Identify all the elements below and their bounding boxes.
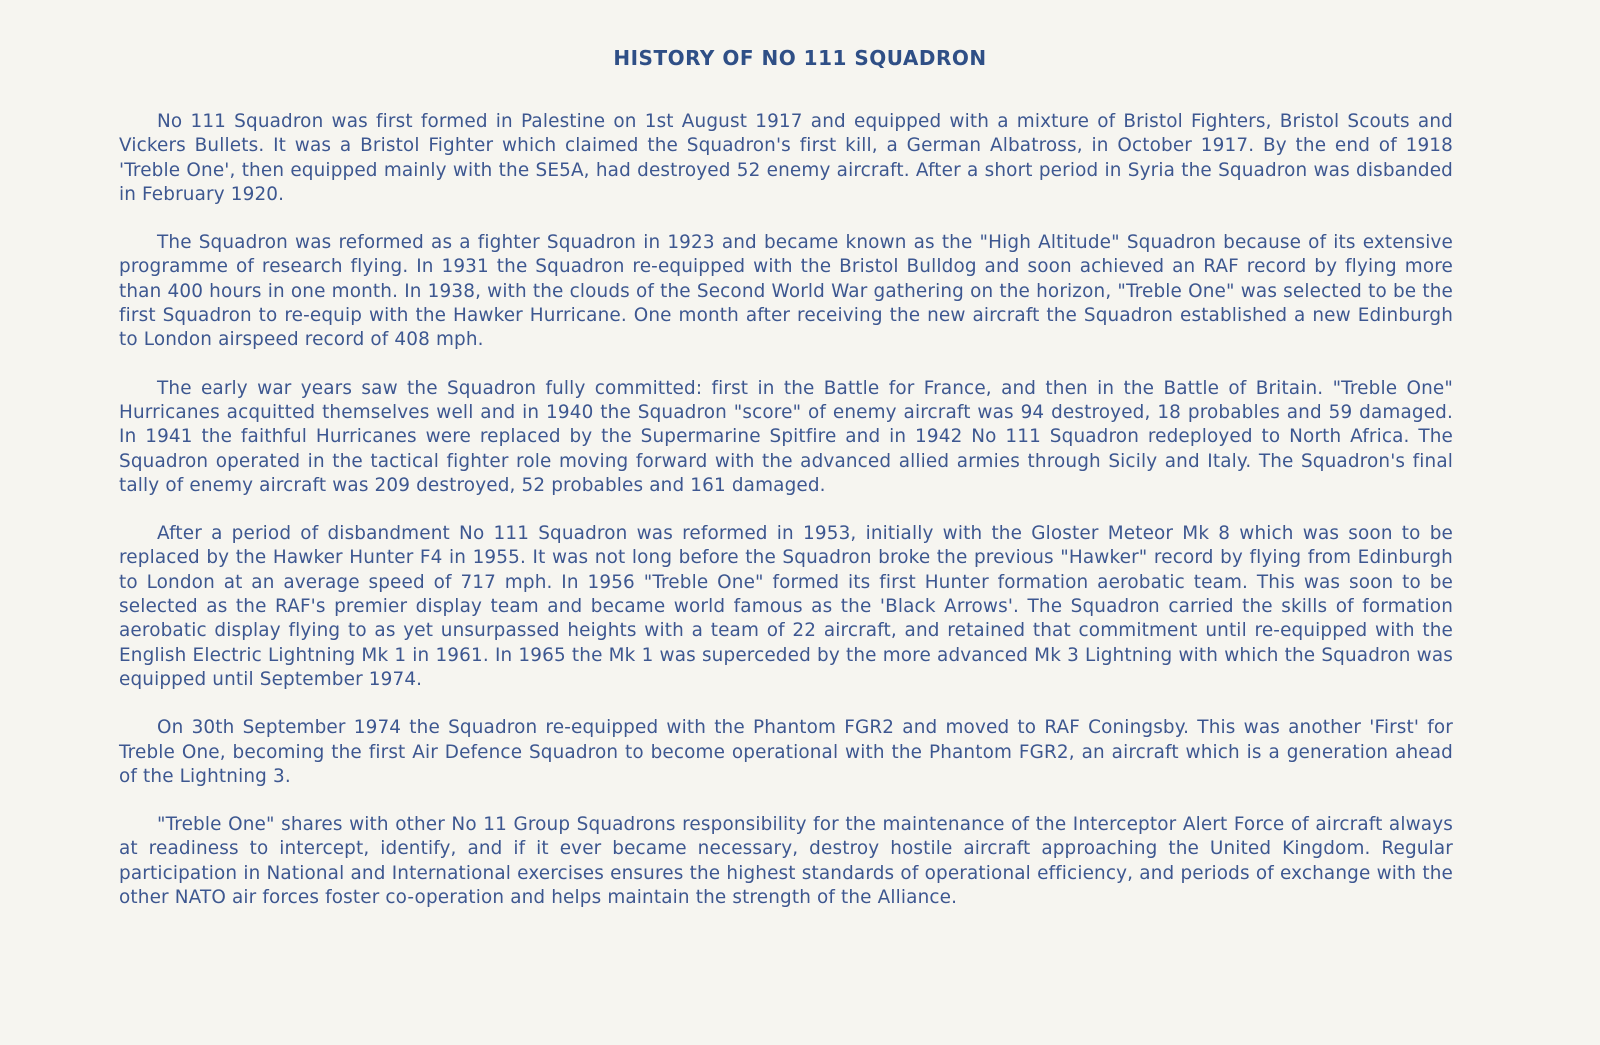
paragraph-black-arrows: After a period of disbandment No 111 Squadron was reformed in 1953, initially with the Gloster Meteor Mk 8 which was soon to be replaced by the Hawker Hunter F4 in 1955. It was not long before the Squadron broke the previous "Hawker" record by flying from Edinburgh to London at an average speed of 717 mph. In 1956 "Treble One" formed its first Hunter formation aerobatic team. This was soon to be selected as the RAF's premier display team and became world famous as the 'Black Arrows'. The Squadron carried the skills of formation aerobatic display flying to as yet unsurpassed heights with a team of 22 aircraft, and retained that commitment until re-equipped with the English Electric Lightning Mk 1 in 1961. In 1965 the Mk 1 was superceded by the more advanced Mk 3 Lightning with which the Squadron was equipped until September 1974. [119,523,1453,690]
paragraph-interceptor-alert: "Treble One" shares with other No 11 Group Squadrons responsibility for the maintenance of the Interceptor Alert Force of aircraft always at readiness to intercept, identify, and if it ever became necessary, destroy hostile aircraft approaching the United Kingdom. Regular participation in National and International exercises ensures the highest standards of operational efficiency, and periods of exchange with the other NATO air forces foster co-operation and helps maintain the strength of the Alliance. [119,814,1453,909]
paragraph-formation-1917: No 111 Squadron was first formed in Palestine on 1st August 1917 and equipped with a mixture of Bristol Fighters, Bristol Scouts and Vickers Bullets. It was a Bristol Fighter which claimed the Squadron's first kill, a German Albatross, in October 1917. By the end of 1918 'Treble One', then equipped mainly with the SE5A, had destroyed 52 enemy aircraft. After a short period in Syria the Squadron was disbanded in February 1920. [119,111,1453,205]
paragraph-war-years: The early war years saw the Squadron fully committed: first in the Battle for France, and then in the Battle of Britain. "Treble One" Hurricanes acquitted themselves well and in 1940 the Squadron "score" of enemy aircraft was 94 destroyed, 18 probables and 59 damaged. In 1941 the faithful Hurricanes were replaced by the Supermarine Spitfire and in 1942 No 111 Squadron redeployed to North Africa. The Squadron operated in the tactical fighter role moving forward with the advanced allied armies through Sicily and Italy. The Squadron's final tally of enemy aircraft was 209 destroyed, 52 probables and 161 damaged. [119,377,1453,496]
document-body [119,110,1453,934]
paragraph-phantom-1974: On 30th September 1974 the Squadron re-equipped with the Phantom FGR2 and moved to RAF Coningsby. This was another 'First' for Treble One, becoming the first Air Defence Squadron to become operational with the Phantom FGR2, an aircraft which is a generation ahead of the Lightning 3. [119,717,1453,787]
paragraph-reformation-1923: The Squadron was reformed as a fighter Squadron in 1923 and became known as the "High Altitude" Squadron because of its extensive programme of research flying. In 1931 the Squadron re-equipped with the Bristol Bulldog and soon achieved an RAF record by flying more than 400 hours in one month. In 1938, with the clouds of the Second World War gathering on the horizon, "Treble One" was selected to be the first Squadron to re-equip with the Hawker Hurricane. One month after receiving the new aircraft the Squadron established a new Edinburgh to London airspeed record of 408 mph. [119,232,1453,351]
page-title: HISTORY OF NO 111 SQUADRON [613,46,987,70]
